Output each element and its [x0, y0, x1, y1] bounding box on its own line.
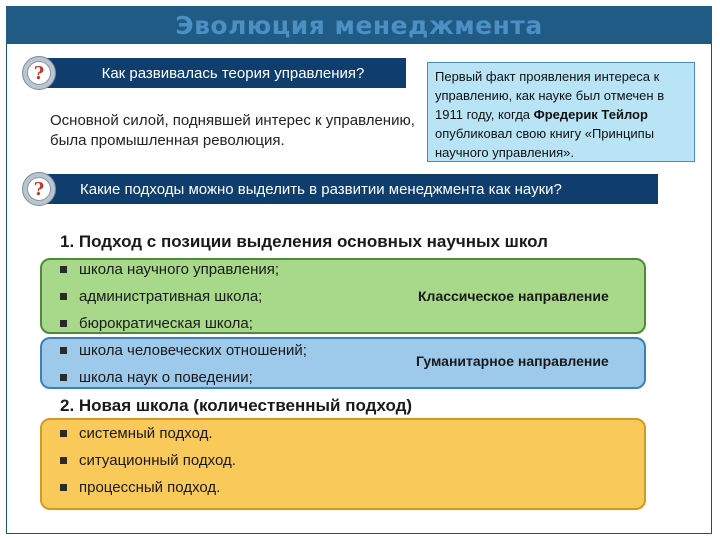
- list-item: [60, 476, 220, 498]
- question-2-text: Какие подходы можно выделить в развитии менеджмента как науки?: [80, 180, 562, 198]
- bullet-icon: [60, 374, 67, 381]
- note-text-before: Первый факт проявления интереса к управлению, как науке был отмечен в 1911 году, когда: [435, 69, 665, 122]
- list-item: [60, 449, 236, 471]
- list-item: [60, 339, 307, 361]
- question-icon: ?: [22, 172, 56, 206]
- humanitarian-direction-label: Гуманитарное направление: [416, 353, 609, 369]
- question-1-text: Как развивалась теория управления?: [101, 64, 365, 82]
- question-bar-2: [40, 174, 658, 204]
- bullet-icon: [60, 293, 67, 300]
- list-item-label: школа человеческих отношений;: [79, 341, 307, 359]
- list-item-label: школа научного управления;: [79, 260, 280, 278]
- note-text-after: опубликовал свою книгу «Принципы научного управления».: [435, 126, 655, 160]
- bullet-icon: [60, 430, 67, 437]
- section-1-heading: 1. Подход с позиции выделения основных научных школ: [60, 232, 548, 251]
- classic-direction-label: Классическое направление: [418, 288, 609, 304]
- list-item-label: административная школа;: [79, 287, 263, 305]
- list-item: [60, 366, 253, 388]
- list-item-label: бюрократическая школа;: [79, 314, 253, 332]
- slide-title: Эволюция менеджмента: [175, 10, 543, 40]
- taylor-note: [427, 62, 695, 162]
- list-item-label: системный подход.: [79, 424, 213, 442]
- bullet-icon: [60, 320, 67, 327]
- question-icon: ?: [22, 56, 56, 90]
- list-item: [60, 285, 262, 307]
- title-bar: [6, 6, 712, 44]
- list-item-label: процессный подход.: [79, 478, 221, 496]
- list-item: [60, 258, 279, 280]
- bullet-icon: [60, 457, 67, 464]
- list-item-label: школа наук о поведении;: [79, 368, 253, 386]
- list-item: [60, 312, 253, 334]
- bullet-icon: [60, 347, 67, 354]
- list-item: [60, 422, 213, 444]
- answer-1-text: Основной силой, поднявшей интерес к управлению, была промышленная революция.: [50, 112, 415, 149]
- note-taylor-name: Фредерик Тейлор: [533, 107, 648, 122]
- bullet-icon: [60, 266, 67, 273]
- list-item-label: ситуационный подход.: [79, 451, 236, 469]
- section-2-heading: 2. Новая школа (количественный подход): [60, 396, 413, 415]
- bullet-icon: [60, 484, 67, 491]
- question-bar-1: [40, 58, 406, 88]
